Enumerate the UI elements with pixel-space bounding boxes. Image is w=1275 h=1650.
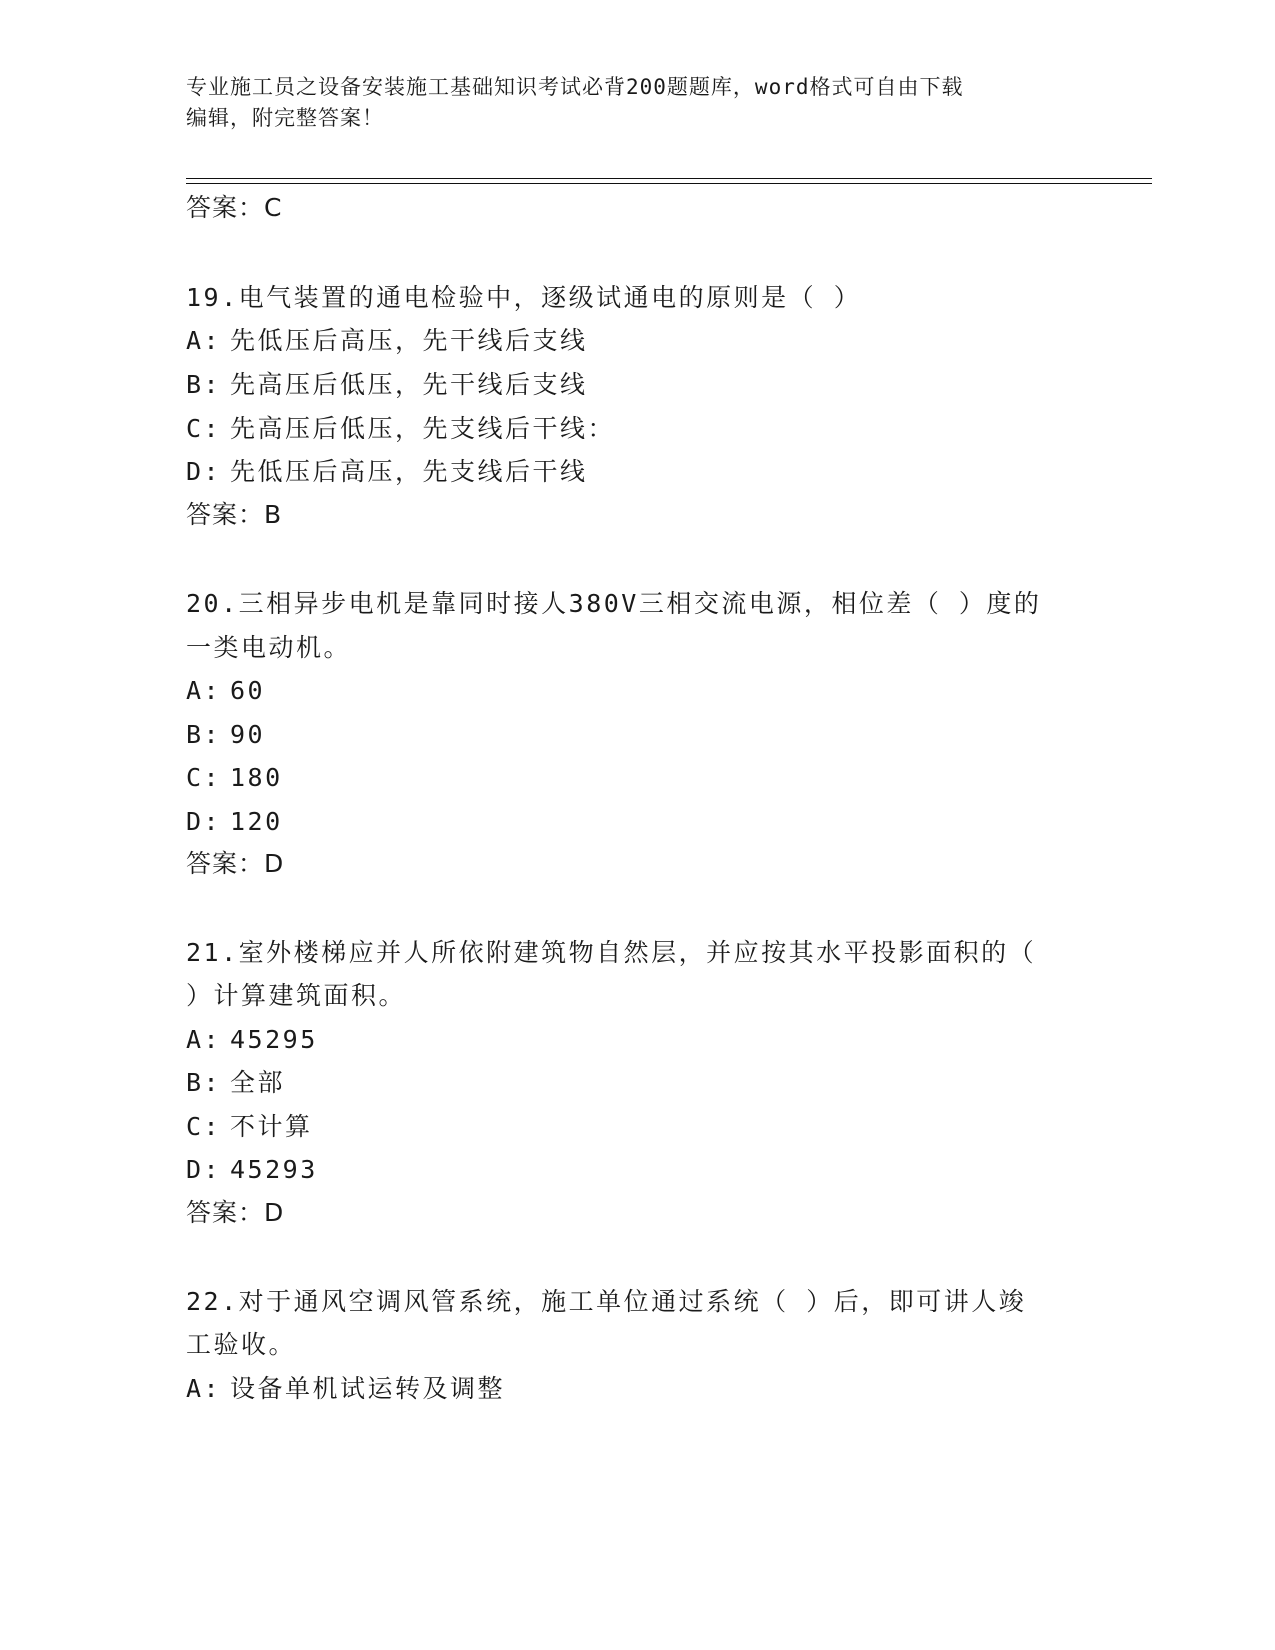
- question-19-answer: 答案：B: [186, 500, 283, 529]
- question-21-stem-line-1: 21.室外楼梯应并人所依附建筑物自然层，并应按其水平投影面积的（: [186, 938, 1037, 967]
- option-label: B:: [186, 720, 222, 749]
- option-label: D:: [186, 1155, 222, 1184]
- question-20-option-c: [186, 762, 283, 794]
- option-label: A:: [186, 1374, 222, 1403]
- option-text: 90: [230, 720, 266, 749]
- question-21-answer: 答案：D: [186, 1198, 285, 1227]
- option-label: B:: [186, 370, 222, 399]
- option-label: B:: [186, 1068, 222, 1097]
- question-19-option-c: [186, 413, 615, 445]
- question-20-option-d: [186, 806, 283, 838]
- question-21-stem-line-2: ）计算建筑面积。: [186, 981, 407, 1010]
- question-21-option-c: [186, 1111, 313, 1143]
- option-text: 45295: [230, 1025, 318, 1054]
- answer-previous: 答案：C: [186, 193, 283, 222]
- option-text: 先高压后低压，先干线后支线: [230, 370, 588, 399]
- option-text: 120: [230, 807, 283, 836]
- option-text: 先低压后高压，先支线后干线: [230, 457, 588, 486]
- question-20-stem-line-2: 一类电动机。: [186, 633, 352, 662]
- question-20-option-b: [186, 719, 265, 751]
- option-label: A:: [186, 676, 222, 705]
- option-text: 180: [230, 763, 283, 792]
- header-line-1: 专业施工员之设备安装施工基础知识考试必背200题题库，word格式可自由下载: [186, 75, 964, 99]
- option-label: C:: [186, 763, 222, 792]
- option-text: 60: [230, 676, 266, 705]
- option-label: A:: [186, 326, 222, 355]
- question-20-option-a: [186, 675, 265, 707]
- header-rule-top: [186, 178, 1152, 179]
- option-text: 先低压后高压，先干线后支线: [230, 326, 588, 355]
- option-text: 设备单机试运转及调整: [230, 1374, 506, 1403]
- question-21-option-d: [186, 1154, 318, 1186]
- question-20-stem-line-1: 20.三相异步电机是靠同时接人380V三相交流电源，相位差（ ）度的: [186, 589, 1042, 618]
- question-22-stem-line-2: 工验收。: [186, 1330, 297, 1359]
- header-rule-bottom: [186, 183, 1152, 184]
- option-label: A:: [186, 1025, 222, 1054]
- option-text: 45293: [230, 1155, 318, 1184]
- question-22-stem-line-1: 22.对于通风空调风管系统，施工单位通过系统（ ）后，即可讲人竣: [186, 1287, 1027, 1316]
- question-19-option-d: [186, 456, 588, 488]
- question-20-answer: 答案：D: [186, 849, 285, 878]
- option-text: 全部: [230, 1068, 286, 1097]
- option-label: D:: [186, 807, 222, 836]
- option-label: D:: [186, 457, 222, 486]
- question-19-option-b: [186, 369, 588, 401]
- option-label: C:: [186, 1112, 222, 1141]
- option-text: 不计算: [230, 1112, 313, 1141]
- question-21-option-b: [186, 1067, 285, 1099]
- header-line-2: 编辑，附完整答案！: [186, 106, 384, 130]
- document-header: [186, 72, 1066, 134]
- option-text: 先高压后低压，先支线后干线：: [230, 414, 616, 443]
- option-label: C:: [186, 414, 222, 443]
- question-19-option-a: [186, 325, 588, 357]
- question-22-option-a: [186, 1373, 505, 1405]
- question-19-stem: 19.电气装置的通电检验中，逐级试通电的原则是（ ）: [186, 283, 862, 312]
- question-21-option-a: [186, 1024, 318, 1056]
